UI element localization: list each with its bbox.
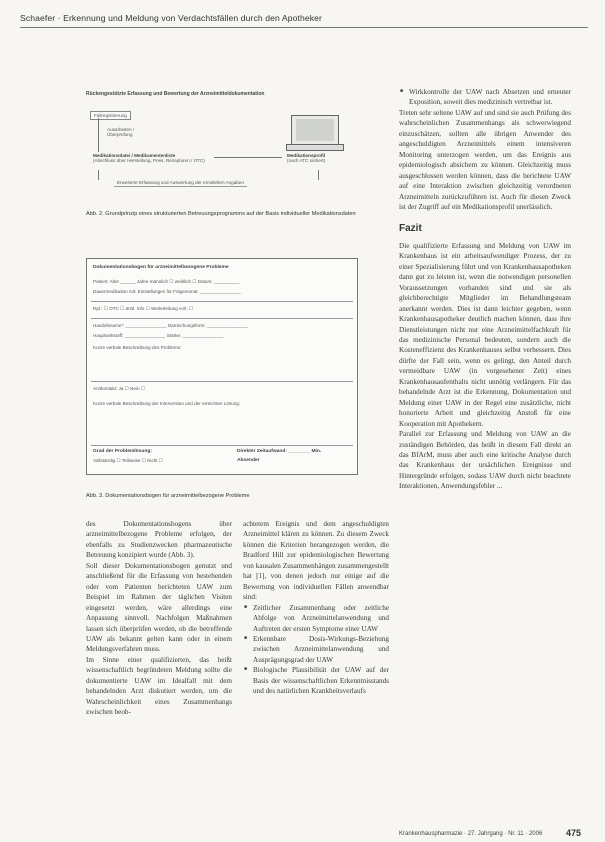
box-right: [284, 152, 328, 164]
paragraph: achtetem Ereignis und dem angeschuldigten Arzneimittel klären zu können. Zu diesem Zweck können die Kriterien herangezogen werden, die Bradford Hill zur epidemiologischen Bewertung von kausalen Zusammenhängen zusammengestellt hat [1], von denen jedoch nur einige auf die Bewertung von individuellen Fällen anwendbar sind:: [243, 520, 389, 602]
criteria-list: [243, 603, 389, 697]
paragraph: Treten sehr seltene UAW auf und sind sie auch Prüfung des wahrscheinlichen Zusammenhangs als schwerwiegend einzuschätzen, sollten alle übrigen Anwender des angeschuldigten Arzneimittels einem intensiveren Monitoring unterzogen werden, um das Ereignis aus epidemiologisch absichern zu können. Gleichzeitig muss ausgeschlossen werden können, dass die berichtete UAW auf eine Interaktion zwischen gleichzeitig verordneten Arzneimitteln zurückzuführen ist. Auch für diesen Zweck ist der Zugriff auf ein Medikationsprofil unerlässlich.: [399, 108, 571, 211]
form-row-grad: Grad der Problemlösung:: [93, 449, 152, 454]
figure-2-title: Rückengestützte Erfassung und Bewertung der Arzneimitteldokumentation: [86, 91, 265, 97]
form-row-description: Kurze verbale Beschreibung des Problems:: [93, 345, 182, 350]
column-2: [243, 519, 389, 697]
arrow-down-right: [318, 170, 319, 180]
paragraph: des Dokumentationsbogens über arzneimittelbezogene Probleme erfolgen, der ebenfalls zu Studienzwecken pharmazeutische Betreuung konzipiert wurde (Abb. 3).: [86, 520, 232, 560]
section-heading-fazit: Fazit: [399, 223, 422, 235]
criteria-item: ■ Biologische Plausibilität der UAW auf der Basis der wissenschaftlichen Erkenntnisstands und des natürlichen Krankheitsverlaufs: [253, 665, 389, 696]
form-row-grad-options: Vollständig ☐ Teilweise ☐ Nicht ☐: [93, 458, 163, 463]
form-title: Dokumentationsbogen für arzneimittelbezogene Probleme: [93, 265, 229, 270]
paragraph: Im Sinne einer qualifizierten, das heißt wissenschaftlich begründeten Meldung sollte die dokumentierte UAW im Idealfall mit dem behandelnden Arzt diskutiert werden, um die Wahrscheinlichkeit eines Zusammenhangs zwischen beob-: [86, 655, 232, 717]
form-divider: [91, 301, 353, 302]
box-right-title: Medikationsprofil: [287, 153, 326, 158]
form-divider: [91, 381, 353, 382]
paragraph: Parallel zur Erfassung und Meldung von UAW an die zuständigen Behörden, das heißt in diesem Fall direkt an das BfArM, muss aber auch eine kritische Analyse durch das Krankenhaus der ursächlichen Ereignisse und Hintergründe erfolgen, sodass UAW durch nicht beachtete Interaktionen, Anwendungsfehler ...: [399, 430, 571, 491]
page-number: 475: [566, 828, 582, 838]
bullet-item: ■ Wirkkontrolle der UAW nach Absetzen und erneuter Exposition, soweit dies medizinisch vertretbar ist.: [409, 87, 571, 108]
arrow-horizontal: [214, 157, 282, 158]
box-right-sub: (nach ATC sortiert): [287, 158, 326, 163]
arrow-down-left: [98, 170, 99, 180]
form-row-absender: Absender: [237, 458, 260, 463]
running-header: Schaefer · Erkennung und Meldung von Verdachtsfällen durch den Apotheker: [20, 13, 322, 23]
box-bottom: Erweiterte Erfassung und Auswertung der ermittelten Angaben: [114, 179, 247, 187]
figure-3-caption: Abb. 3. Dokumentationsbogen für arzneimittelbezogene Probleme: [86, 493, 250, 499]
criteria-item: ■ Erkennbare Dosis-Wirkungs-Beziehung zwischen Arzneimittelanwendung und Ausprägungsgrad der UAW: [253, 634, 389, 665]
figure-2-caption: Abb. 2. Grundprinzip eines strukturierten Betreuungsprogramms auf der Basis individueller Medikationsdaten: [86, 211, 356, 217]
form-row-arztkontakt: Arztkontakt: Ja ☐ Nein ☐: [93, 386, 145, 391]
box-left-title: Medikationsdatei / Medikamentenliste: [93, 153, 176, 158]
form-row-rpl: Rpl.: ☐ OTC ☐ ärztl. Info ☐ Weiterleitung vorl. ☐: [93, 306, 194, 311]
computer-icon: [291, 115, 339, 145]
box-left-sub: (Abschluss über Herstellung, Preis, Rezepturen / OTC): [93, 158, 205, 163]
form-row-intervention: Kurze verbale Beschreibung der Intervention und der erreichten Lösung:: [93, 401, 241, 406]
form-row-wirkstoff: Hauptwirkstoff: ________________ Stärke: ________________: [93, 333, 224, 338]
journal-footer: Krankenhauspharmazie · 27. Jahrgang · Nr. 11 · 2006: [399, 831, 543, 837]
form-row-dauer: Dauermedikation mit: Einstellungen für Folgemonat: ________________: [93, 289, 241, 294]
header-rule: [20, 27, 588, 28]
form-row-patient: Patient: Alter ______ Jahre männlich ☐ weiblich ☐ Datum: __________: [93, 279, 240, 284]
figure-2: [86, 91, 366, 197]
arrow-vertical: [98, 118, 99, 152]
form-row-zeit: Direkter Zeitaufwand: ________ Min.: [237, 449, 322, 454]
box-left: [90, 152, 208, 164]
column-3-top: [399, 87, 571, 492]
column-1: [86, 519, 232, 718]
paragraph: Die qualifizierte Erfassung und Meldung von UAW im Krankenhaus ist ein arbeitsaufwendiger Prozess, der zu einer Spezialisierung führt und von Krankenhausapotheken dann gut zu leisten ist, wenn die notwendigen personellen Voraussetzungen vorhanden sind und sie als gleichberechtigte Mitglieder im Behandlungsteam anerkannt werden. Dies ist dann leichter gegeben, wenn Krankenhausapotheker deutlich machen können, dass ihre Dienstleistungen nicht nur eine Arzneimittelfachkraft für das medizinische Personal bedeuten, sondern auch die Kosteneffizienz des Krankenhauses selbst verbessern. Dies dürfte der Fall sein, wenn es gelingt, den Anteil durch vermeidbare UAW (in vorgesehener Zeit) eines Krankenhausaufenthalts nicht unnötig verlängern. Für das behandelnde Arzt ist die Erkennung, Dokumentation und Meldung einer UAW in der Regel eine zusätzliche, nicht honorierte Arbeit und gleichzeitig Anstoß für eine Kooperation mit Apothekern.: [399, 241, 571, 428]
form-divider: [91, 318, 353, 319]
box-check: Ausarbeiten / Überprüfung: [107, 127, 135, 137]
paragraph: Soll dieser Dokumentationsbogen genutzt und anschließend für die Erfassung von bestehenden oder vom Patienten berichteten UAW zum Beispiel im Rahmen der täglichen Visiten eingesetzt werden, wäre allerdings eine Anpassung sinnvoll. Nachfolgen Maßnahmen lassen sich überprüfen werden, ob die betreffende UAW als bekannt gelten kann oder in einem Meldungsverfahren muss.: [86, 561, 232, 654]
form-row-handelsname: Handelsname*: ________________ Darreichungsform: ________________: [93, 323, 248, 328]
form-divider: [91, 445, 353, 446]
criteria-item: ■ Zeitlicher Zusammenhang oder zeitliche Abfolge von Arzneimittelanwendung und Auftreten der ersten Symptome einer UAW: [253, 603, 389, 634]
documentation-form: [86, 258, 358, 475]
bullet-list: [399, 87, 571, 108]
box-registration: Fallregistrierung: [90, 111, 131, 120]
